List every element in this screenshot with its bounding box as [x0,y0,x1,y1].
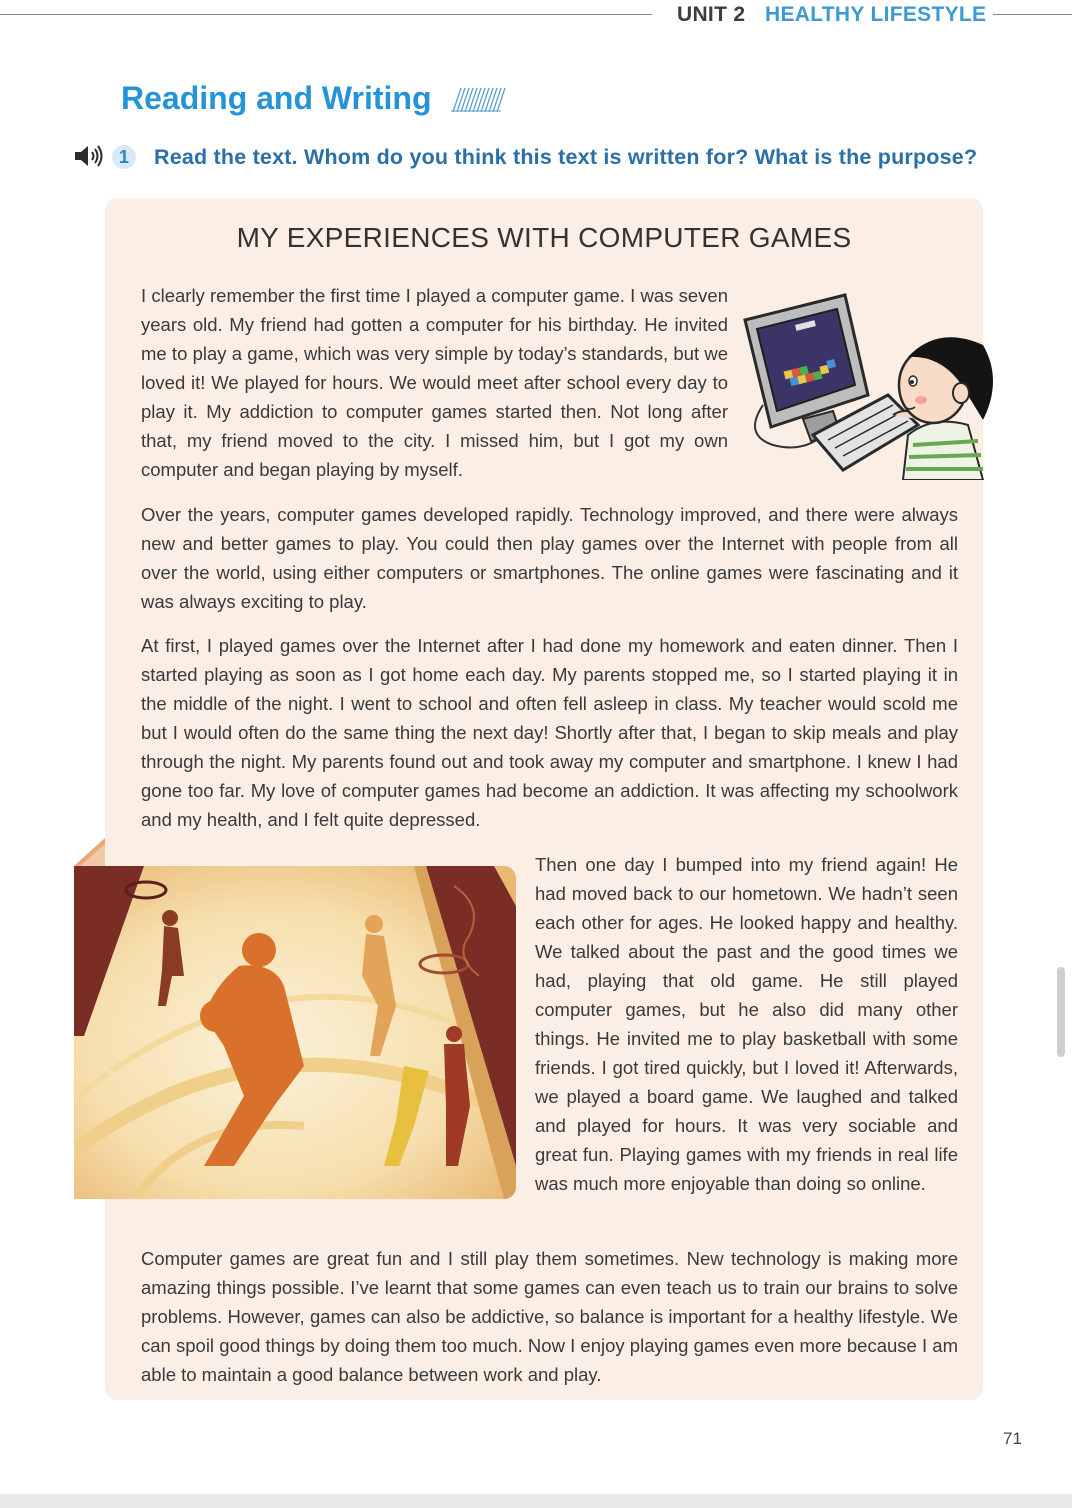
scrollbar-thumb[interactable] [1057,967,1065,1057]
basketball-players-illustration [74,866,516,1199]
article-paragraph-5: Computer games are great fun and I still play them sometimes. New technology is making more amazing things possible. I’ve learnt that some games can even teach us to train our brains to solve problems. However, games can also be addictive, so balance is important for a healthy lifestyle. We can spoil good things by doing them too much. Now I enjoy playing games even more because I am able to maintain a good balance between work and play. [141,1248,958,1385]
page-number: 71 [1003,1429,1022,1448]
bottom-bar [0,1494,1072,1508]
article-paragraph-2: Over the years, computer games developed rapidly. Technology improved, and there were always new and better games to play. You could then play games over the Internet with people from all over the world, using either computers or smartphones. The online games were fascinating and it was always exciting to play. [141,504,958,612]
speaker-icon[interactable] [74,144,104,168]
task-instruction: Read the text. Whom do you think this text is written for? What is the purpose? [154,145,978,169]
task-number-badge: 1 [112,145,136,169]
article-title: MY EXPERIENCES WITH COMPUTER GAMES [236,222,852,253]
header-rule-left [0,14,652,15]
article-paragraph-1: I clearly remember the first time I played a computer game. I was seven years old. My friend had gotten a computer for his birthday. He invited me to play a game, which was very simple by today’s standards, but we loved it! We played for hours. We would meet after school every day to play it. My addiction to computer games started then. Not long after that, my friend moved to the city. I missed him, but I got my own computer and began playing by myself. [141,285,728,480]
header-rule-right [993,14,1072,15]
article-paragraph-3: At first, I played games over the Internet after I had done my homework and eaten dinner. Then I started playing as soon as I got home each day. My parents stopped me, so I started playing it in the middle of the night. I went to school and often fell asleep in class. My teacher would scold me but I would often do the same thing the next day! Shortly after that, I began to skip meals and play through the night. My parents found out and took away my computer and smartphone. I knew I had gone too far. My love of computer games had become an addiction. It was affecting my schoolwork and my health, and I felt quite depressed. [141,635,958,830]
unit-title: HEALTHY LIFESTYLE [765,3,987,26]
article-paragraph-4: Then one day I bumped into my friend again! He had moved back to our hometown. We hadn’t seen each other for ages. He looked happy and healthy. We talked about the past and the good times we had, playing that old game. He still played computer games, but he also did many other things. He invited me to play basketball with some friends. I got tired quickly, but I loved it! Afterwards, we played a board game. We laughed and talked and played for hours. It was very sociable and great fun. Playing games with my friends in real life was much more enjoyable than doing so online. [535,854,958,1194]
section-title: Reading and Writing [121,80,432,116]
unit-label: UNIT 2 [677,3,746,26]
title-stripes-decoration [449,88,509,112]
boy-at-computer-illustration [733,285,998,480]
